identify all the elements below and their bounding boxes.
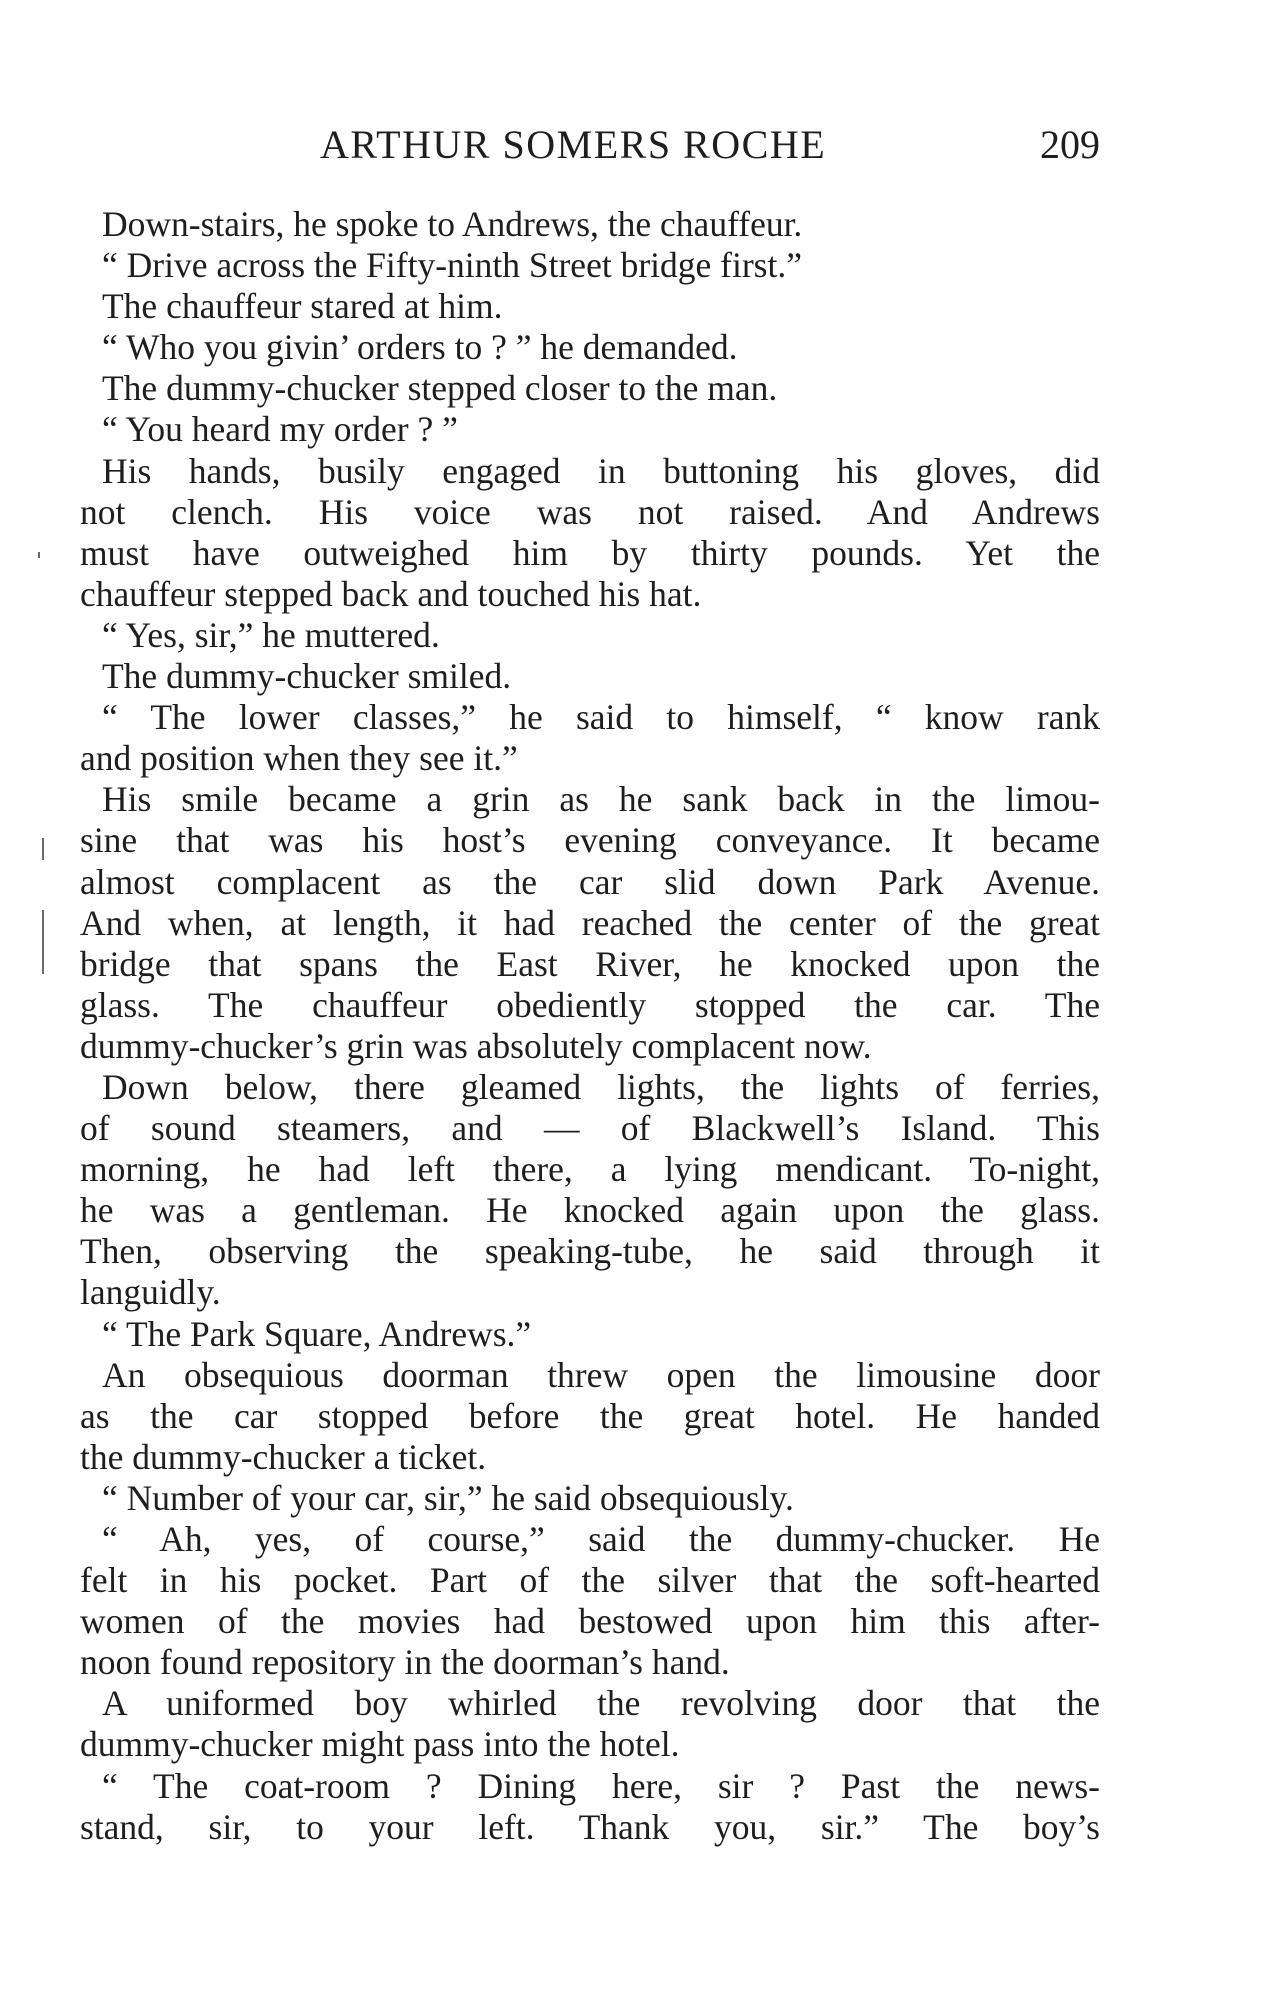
page-number: 209 [1040,122,1100,167]
scan-mark [42,910,44,974]
text-line: Down below, there gleamed lights, the lights of ferries, [102,1066,1100,1107]
text-line: “ The Park Square, Andrews.” [102,1313,532,1354]
text-line: the dummy-chucker a ticket. [80,1436,487,1477]
text-line: His smile became a grin as he sank back in the limou- [102,779,1100,820]
text-line: as the car stopped before the great hotel. He handed [80,1395,1100,1436]
text-line: An obsequious doorman threw open the limousine door [102,1354,1100,1395]
text-line: morning, he had left there, a lying mendicant. To-night, [80,1149,1100,1190]
body-text [80,204,1100,1848]
text-line: The dummy-chucker stepped closer to the man. [102,368,778,409]
scan-mark [42,838,44,860]
text-line: “ Drive across the Fifty-ninth Street bridge first.” [102,245,802,286]
text-line: A uniformed boy whirled the revolving door that the [102,1683,1100,1724]
text-line: must have outweighed him by thirty pounds. Yet the [80,532,1100,573]
text-line: His hands, busily engaged in buttoning his gloves, did [102,450,1100,491]
text-line: “ Yes, sir,” he muttered. [102,614,440,655]
text-line: chauffeur stepped back and touched his hat. [80,573,702,614]
text-line: “ The lower classes,” he said to himself, “ know rank [102,697,1100,738]
text-line: and position when they see it.” [80,738,518,779]
text-line: noon found repository in the doorman’s hand. [80,1642,730,1683]
text-line: “ You heard my order ? ” [102,409,458,450]
text-line: languidly. [80,1272,221,1313]
scan-mark [38,552,40,558]
text-line: dummy-chucker’s grin was absolutely complacent now. [80,1025,872,1066]
text-line: “ Who you givin’ orders to ? ” he demanded. [102,327,738,368]
text-line: women of the movies had bestowed upon him this after- [80,1601,1100,1642]
text-line: And when, at length, it had reached the center of the great [80,902,1100,943]
running-head [80,120,1100,170]
text-line: Down-stairs, he spoke to Andrews, the chauffeur. [102,204,803,244]
text-line: sine that was his host’s evening conveyance. It became [80,820,1100,861]
header-title: ARTHUR SOMERS ROCHE [320,122,827,167]
text-line: almost complacent as the car slid down Park Avenue. [80,861,1100,902]
text-line: dummy-chucker might pass into the hotel. [80,1724,680,1765]
text-line: The chauffeur stared at him. [102,286,503,327]
text-line: glass. The chauffeur obediently stopped the car. The [80,984,1100,1025]
text-line: he was a gentleman. He knocked again upon the glass. [80,1190,1100,1231]
text-line: not clench. His voice was not raised. And Andrews [80,491,1100,532]
text-line: “ Ah, yes, of course,” said the dummy-chucker. He [102,1519,1100,1559]
text-line: “ Number of your car, sir,” he said obsequiously. [102,1477,794,1518]
text-line: Then, observing the speaking-tube, he said through it [80,1231,1100,1272]
text-line: of sound steamers, and — of Blackwell’s Island. This [80,1108,1100,1149]
text-line: The dummy-chucker smiled. [102,656,512,697]
text-line: felt in his pocket. Part of the silver that the soft-hearted [80,1560,1100,1601]
text-line: stand, sir, to your left. Thank you, sir.” The boy’s [80,1806,1100,1847]
text-line: “ The coat-room ? Dining here, sir ? Past the news- [102,1765,1100,1806]
text-line: bridge that spans the East River, he knocked upon the [80,943,1100,984]
